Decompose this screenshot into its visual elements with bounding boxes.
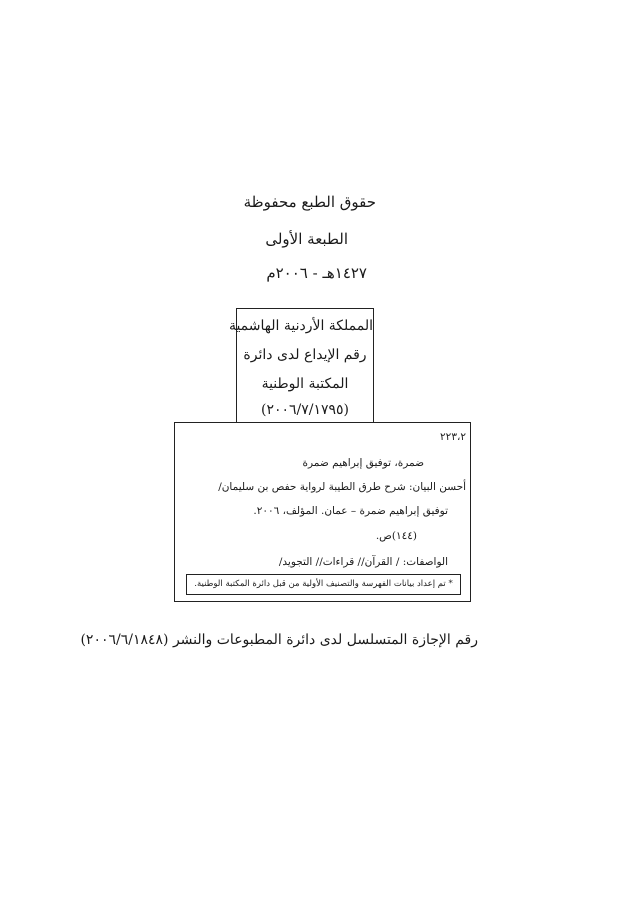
card-subjects: الواصفات: / القرآن// قراءات// التجويد/ (278, 556, 448, 568)
card-pages: (١٤٤)ص. (375, 530, 417, 542)
edition-text: الطبعة الأولى (265, 230, 348, 248)
publication-year-text: ١٤٢٧هـ - ٢٠٠٦م (266, 264, 367, 282)
library-name: المكتبة الوطنية (261, 376, 349, 392)
card-title: أحسن البيان: شرح طرق الطيبة لرواية حفص بن سليمان/ (218, 481, 466, 493)
deposit-label: رقم الإيداع لدى دائرة (243, 347, 367, 363)
country-name: المملكة الأردنية الهاشمية (228, 318, 373, 334)
cataloging-card (174, 422, 471, 602)
cataloging-note: * تم إعداد بيانات الفهرسة والتصنيف الأولية من قبل دائرة المكتبة الوطنية. (186, 574, 461, 595)
rights-reserved-text: حقوق الطبع محفوظة (243, 193, 376, 211)
serial-permit-number: رقم الإجازة المتسلسل لدى دائرة المطبوعات والنشر (٢٠٠٦/٦/١٨٤٨) (80, 632, 478, 648)
card-author: ضمرة، توفيق إبراهيم ضمرة (302, 457, 424, 469)
card-publication: توفيق إبراهيم ضمرة – عمان. المؤلف، ٢٠٠٦. (253, 505, 448, 517)
classification-number: ٢٢٣،٢ (440, 431, 466, 443)
deposit-number: (٢٠٠٦/٧/١٧٩٥) (260, 402, 350, 418)
national-library-deposit-box (228, 308, 374, 425)
